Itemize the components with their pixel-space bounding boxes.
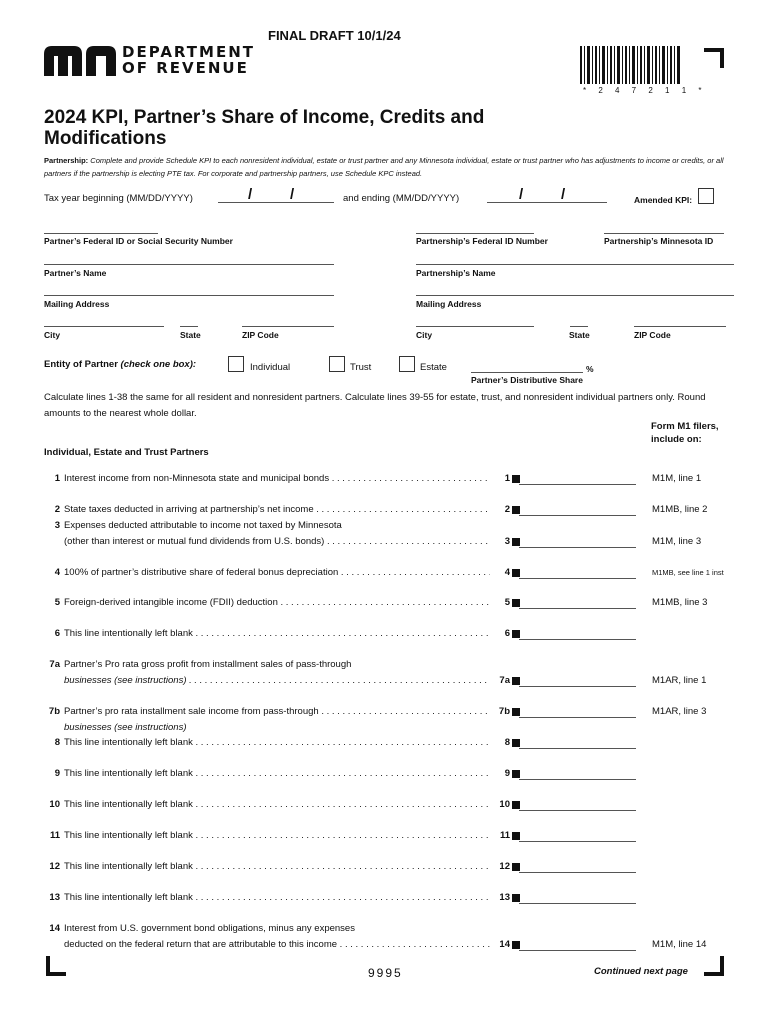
- entity-trust-checkbox[interactable]: [329, 356, 345, 372]
- partnership-city-label: City: [416, 330, 433, 340]
- line-label-cont: businesses (see instructions): [64, 722, 187, 733]
- continued-next-page: Continued next page: [594, 966, 688, 977]
- line-code: 10: [490, 797, 510, 813]
- line-marker-icon: [512, 894, 520, 902]
- line-label: This line intentionally left blank . . .: [64, 626, 504, 642]
- line-marker-icon: [512, 708, 520, 716]
- line-reference: M1MB, line 2: [652, 504, 708, 515]
- line-label: This line intentionally left blank . . .: [64, 859, 504, 875]
- line-13-amount-field[interactable]: [519, 903, 636, 904]
- percent-sign: %: [586, 364, 594, 374]
- line-number: 4: [54, 567, 60, 578]
- line-label: Foreign-derived intangible income (FDII) deduction . . .: [64, 595, 504, 611]
- partnership-mn-id-label: Partnership’s Minnesota ID: [604, 236, 714, 246]
- distributive-share-label: Partner’s Distributive Share: [471, 375, 583, 385]
- partner-zip-label: ZIP Code: [242, 330, 279, 340]
- line-code: 9: [490, 766, 510, 782]
- line-marker-icon: [512, 739, 520, 747]
- line-5-amount-field[interactable]: [519, 608, 636, 609]
- entity-label-italic: (check one box):: [120, 359, 197, 370]
- partner-name-label: Partner’s Name: [44, 268, 107, 278]
- line-label: Expenses deducted attributable to income not taxed by Minnesota: [64, 520, 342, 531]
- partnership-fed-id-field[interactable]: [416, 233, 534, 234]
- partner-id-field[interactable]: [44, 233, 158, 234]
- line-label: Partner’s pro rata installment sale income from pass-through . . .: [64, 704, 504, 720]
- partnership-name-field[interactable]: [416, 264, 734, 265]
- partnership-state-label: State: [569, 330, 590, 340]
- line-4-amount-field[interactable]: [519, 578, 636, 579]
- line-label: Interest from U.S. government bond obligations, minus any expenses: [64, 923, 355, 934]
- line-code: 14: [490, 937, 510, 953]
- line-code: 2: [490, 502, 510, 518]
- partner-address-label: Mailing Address: [44, 299, 110, 309]
- amended-label: Amended KPI:: [634, 195, 693, 205]
- section-title: Individual, Estate and Trust Partners: [44, 447, 209, 458]
- m1-column-header: [651, 420, 719, 446]
- line-reference: M1M, line 1: [652, 473, 702, 484]
- partnership-address-label: Mailing Address: [416, 299, 482, 309]
- date-slash: /: [290, 186, 295, 203]
- m1-header-line-2: include on:: [651, 434, 702, 445]
- line-code: 6: [490, 626, 510, 642]
- line-number: 7a: [49, 659, 60, 670]
- partner-city-field[interactable]: [44, 326, 164, 327]
- partnership-fed-id-label: Partnership’s Federal ID Number: [416, 236, 548, 246]
- line-number: 1: [54, 473, 60, 484]
- line-label: Partner’s Pro rata gross profit from installment sales of pass-through: [64, 659, 352, 670]
- partnership-name-label: Partnership’s Name: [416, 268, 496, 278]
- partner-address-field[interactable]: [44, 295, 334, 296]
- line-reference: M1M, line 3: [652, 536, 702, 547]
- line-label: Interest income from non-Minnesota state and municipal bonds . . .: [64, 471, 504, 487]
- partnership-zip-field[interactable]: [634, 326, 726, 327]
- amended-checkbox[interactable]: [698, 188, 714, 204]
- line-label: State taxes deducted in arriving at partnership’s net income . . .: [64, 502, 504, 518]
- partner-id-label: Partner’s Federal ID or Social Security Number: [44, 236, 233, 246]
- logo-line-2: OF REVENUE: [122, 59, 249, 77]
- registration-mark-bottom-left: [46, 956, 66, 976]
- intro-body: Complete and provide Schedule KPI to each nonresident individual, estate or trust partner and any Minnesota individual, estate or trust partner who has adjustments to income or credits, or all partners if the partnership is electing PTE tax. For corporate and partnership partners, use Schedule KPC instead.: [44, 156, 724, 178]
- line-9-amount-field[interactable]: [519, 779, 636, 780]
- barcode-number: * 2 4 7 2 1 1 *: [583, 86, 707, 95]
- line-number: 13: [49, 892, 60, 903]
- partnership-state-field[interactable]: [570, 326, 588, 327]
- line-code: 7b: [490, 704, 510, 720]
- line-7b-amount-field[interactable]: [519, 717, 636, 718]
- line-2-amount-field[interactable]: [519, 515, 636, 516]
- line-marker-icon: [512, 770, 520, 778]
- line-marker-icon: [512, 630, 520, 638]
- line-number: 7b: [48, 706, 60, 717]
- barcode-icon: [580, 46, 680, 84]
- line-label-cont: (other than interest or mutual fund dividends from U.S. bonds) . . .: [64, 534, 504, 550]
- line-10-amount-field[interactable]: [519, 810, 636, 811]
- line-label: This line intentionally left blank . . .: [64, 797, 504, 813]
- entity-estate-checkbox[interactable]: [399, 356, 415, 372]
- line-marker-icon: [512, 538, 520, 546]
- line-code: 4: [490, 565, 510, 581]
- registration-mark-top-right: [704, 48, 724, 68]
- line-label: 100% of partner’s distributive share of federal bonus depreciation . . .: [64, 565, 504, 581]
- intro-lead: Partnership:: [44, 156, 89, 165]
- line-6-amount-field[interactable]: [519, 639, 636, 640]
- line-label: This line intentionally left blank . . .: [64, 828, 504, 844]
- line-marker-icon: [512, 801, 520, 809]
- line-code: 7a: [490, 673, 510, 689]
- line-label: This line intentionally left blank . . .: [64, 890, 504, 906]
- line-label-cont: deducted on the federal return that are attributable to this income . . .: [64, 937, 504, 953]
- entity-trust-label: Trust: [350, 362, 372, 373]
- line-code: 8: [490, 735, 510, 751]
- partnership-zip-label: ZIP Code: [634, 330, 671, 340]
- mn-logo-icon: [44, 46, 116, 76]
- line-12-amount-field[interactable]: [519, 872, 636, 873]
- line-code: 12: [490, 859, 510, 875]
- line-marker-icon: [512, 941, 520, 949]
- line-number: 2: [54, 504, 60, 515]
- line-reference: M1MB, see line 1 inst: [652, 568, 724, 577]
- partnership-mn-id-field[interactable]: [604, 233, 724, 234]
- line-marker-icon: [512, 677, 520, 685]
- line-code: 3: [490, 534, 510, 550]
- line-number: 10: [49, 799, 60, 810]
- date-slash: /: [248, 186, 253, 203]
- partner-zip-field[interactable]: [242, 326, 334, 327]
- page-code: 9995: [368, 966, 403, 980]
- instructions-text: Calculate lines 1-38 the same for all resident and nonresident partners. Calculate lines 39-55 for estate, trust, and nonresident individual partners only. Round amounts to the nearest whole dollar.: [44, 392, 706, 419]
- line-1-amount-field[interactable]: [519, 484, 636, 485]
- line-code: 13: [490, 890, 510, 906]
- line-7a-amount-field[interactable]: [519, 686, 636, 687]
- line-number: 5: [54, 597, 60, 608]
- intro-text: [44, 154, 734, 180]
- tax-year-ending-label: and ending (MM/DD/YYYY): [343, 193, 460, 204]
- department-logo: [44, 43, 255, 78]
- line-marker-icon: [512, 569, 520, 577]
- line-number: 14: [49, 923, 60, 934]
- line-marker-icon: [512, 599, 520, 607]
- entity-individual-label: Individual: [250, 362, 291, 373]
- line-reference: M1AR, line 3: [652, 706, 707, 717]
- line-reference: M1M, line 14: [652, 939, 707, 950]
- line-number: 8: [54, 737, 60, 748]
- line-11-amount-field[interactable]: [519, 841, 636, 842]
- entity-individual-checkbox[interactable]: [228, 356, 244, 372]
- partner-name-field[interactable]: [44, 264, 334, 265]
- line-reference: M1MB, line 3: [652, 597, 708, 608]
- date-slash: /: [561, 186, 566, 203]
- line-label: This line intentionally left blank . . .: [64, 766, 504, 782]
- tax-year-ending-field[interactable]: [487, 202, 607, 203]
- line-code: 5: [490, 595, 510, 611]
- line-marker-icon: [512, 863, 520, 871]
- line-14-amount-field[interactable]: [519, 950, 636, 951]
- entity-estate-label: Estate: [420, 362, 447, 373]
- draft-label: FINAL DRAFT 10/1/24: [268, 28, 401, 43]
- line-marker-icon: [512, 832, 520, 840]
- line-number: 11: [49, 830, 60, 841]
- distributive-share-field[interactable]: [471, 372, 583, 373]
- date-slash: /: [519, 186, 524, 203]
- entity-label-text: Entity of Partner: [44, 359, 118, 370]
- line-number: 9: [54, 768, 60, 779]
- line-reference: M1AR, line 1: [652, 675, 707, 686]
- logo-line-1: DEPARTMENT: [122, 43, 255, 61]
- partnership-address-field[interactable]: [416, 295, 734, 296]
- entity-label: [44, 359, 196, 370]
- line-number: 3: [54, 520, 60, 531]
- registration-mark-bottom-right: [704, 956, 724, 976]
- tax-year-beginning-field[interactable]: [218, 202, 334, 203]
- line-marker-icon: [512, 475, 520, 483]
- partner-state-label: State: [180, 330, 201, 340]
- form-title: 2024 KPI, Partner’s Share of Income, Credits and Modifications: [44, 107, 485, 149]
- logo-text: [122, 44, 255, 76]
- line-8-amount-field[interactable]: [519, 748, 636, 749]
- tax-year-beginning-label: Tax year beginning (MM/DD/YYYY): [44, 193, 193, 204]
- line-number: 6: [54, 628, 60, 639]
- partner-state-field[interactable]: [180, 326, 198, 327]
- line-3-amount-field[interactable]: [519, 547, 636, 548]
- line-label-cont: businesses (see instructions) . . .: [64, 673, 504, 689]
- partnership-city-field[interactable]: [416, 326, 534, 327]
- partner-city-label: City: [44, 330, 61, 340]
- line-label: This line intentionally left blank . . .: [64, 735, 504, 751]
- m1-header-line-1: Form M1 filers,: [651, 421, 719, 432]
- line-code: 11: [490, 828, 510, 844]
- line-number: 12: [49, 861, 60, 872]
- line-marker-icon: [512, 506, 520, 514]
- line-code: 1: [490, 471, 510, 487]
